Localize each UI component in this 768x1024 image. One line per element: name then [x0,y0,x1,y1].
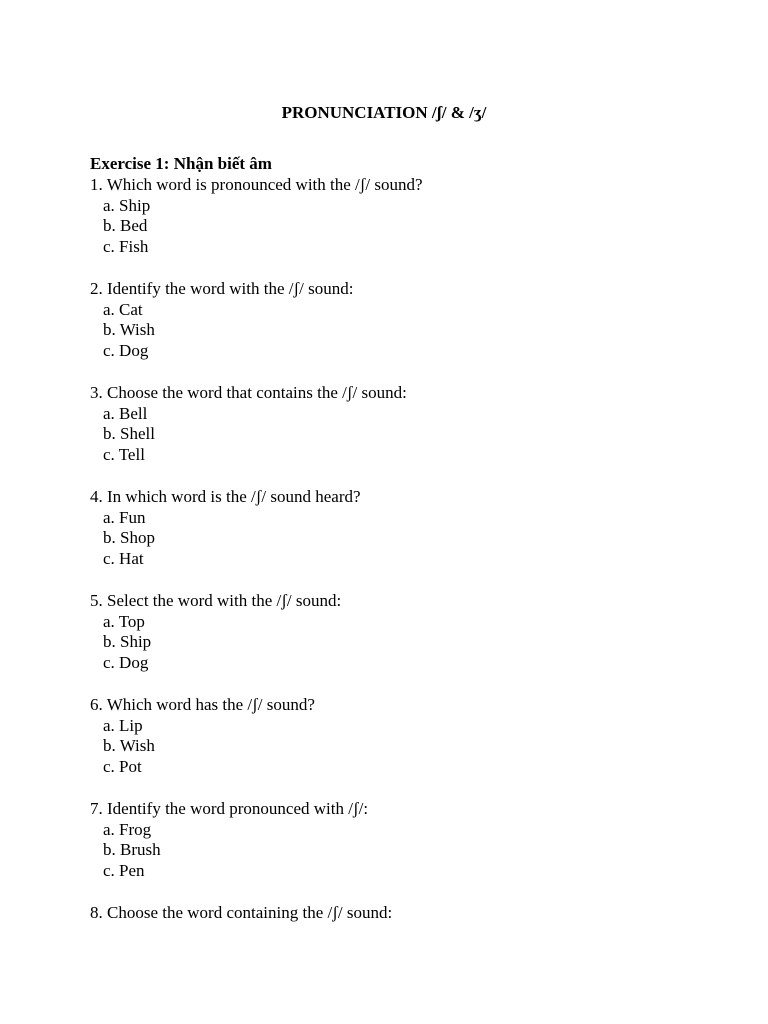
option-c: c. Tell [103,445,145,465]
question-6 [90,695,710,778]
question-prompt: 8. Choose the word containing the /ʃ/ sound: [90,902,393,922]
question-prompt: 6. Which word has the /ʃ/ sound? [90,694,315,714]
option-a: a. Ship [103,195,151,215]
option-b: b. Wish [103,736,155,756]
question-prompt: 3. Choose the word that contains the /ʃ/ sound: [90,382,407,402]
option-a: a. Fun [103,507,146,527]
option-c: c. Hat [103,549,144,569]
question-8 [90,903,710,924]
option-a: a. Top [103,611,145,631]
option-b: b. Shop [103,528,155,548]
question-prompt: 2. Identify the word with the /ʃ/ sound: [90,278,354,298]
option-a: a. Bell [103,403,148,423]
question-1 [90,175,710,258]
question-5 [90,591,710,674]
option-c: c. Fish [103,237,149,257]
question-prompt: 1. Which word is pronounced with the /ʃ/ sound? [90,174,423,194]
option-c: c. Dog [103,653,149,673]
question-prompt: 7. Identify the word pronounced with /ʃ/: [90,798,369,818]
option-b: b. Shell [103,424,155,444]
question-2 [90,279,710,362]
question-7 [90,799,710,882]
option-a: a. Lip [103,715,143,735]
page-title: PRONUNCIATION /ʃ/ & /ʒ/ [281,103,487,122]
question-3 [90,383,710,466]
question-prompt: 5. Select the word with the /ʃ/ sound: [90,590,342,610]
option-b: b. Ship [103,632,152,652]
option-b: b. Bed [103,216,148,236]
question-prompt: 4. In which word is the /ʃ/ sound heard? [90,486,361,506]
question-4 [90,487,710,570]
option-a: a. Cat [103,299,143,319]
option-b: b. Brush [103,840,161,860]
option-c: c. Pot [103,757,142,777]
exercise-content [90,154,710,944]
option-c: c. Dog [103,341,149,361]
option-c: c. Pen [103,861,145,881]
exercise-heading: Exercise 1: Nhận biết âm [90,154,272,173]
option-a: a. Frog [103,819,152,839]
option-b: b. Wish [103,320,155,340]
